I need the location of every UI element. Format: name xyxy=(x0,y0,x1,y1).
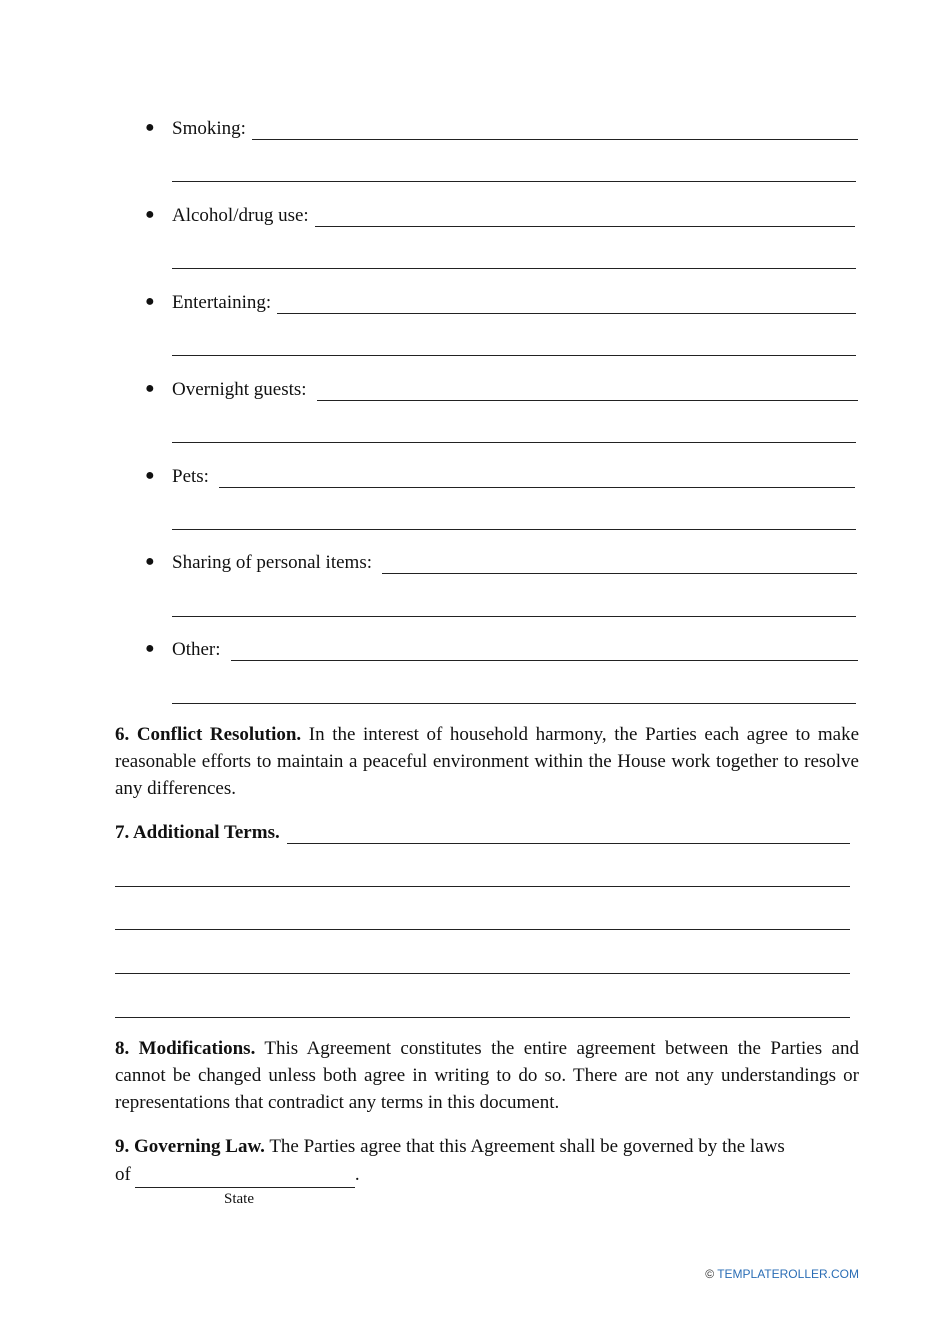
bullet-label: Entertaining: xyxy=(172,292,272,313)
alcohol-continuation-line[interactable] xyxy=(172,268,856,269)
section-heading: 9. Governing Law. xyxy=(115,1136,265,1157)
section-heading: 7. Additional Terms. xyxy=(115,822,280,843)
bullet-label: Pets: xyxy=(172,466,209,487)
overnight-guests-fill-line[interactable] xyxy=(317,380,858,401)
other-continuation-line[interactable] xyxy=(172,703,856,704)
additional-terms-line-2[interactable] xyxy=(115,886,850,887)
pets-fill-line[interactable] xyxy=(219,467,855,488)
other-fill-line[interactable] xyxy=(231,640,858,661)
bullet-row-smoking xyxy=(145,116,858,140)
additional-terms-fill-line[interactable] xyxy=(287,823,850,844)
bullet-icon: ● xyxy=(145,380,155,397)
bullet-label: Alcohol/drug use: xyxy=(172,205,309,226)
section-body: This Agreement constitutes the entire agreement between the Parties and cannot be changed unless both agree in writing to do so. There are not any understandings or representations that contradict any terms in this document. xyxy=(115,1038,859,1113)
additional-terms-line-3[interactable] xyxy=(115,929,850,930)
sharing-fill-line[interactable] xyxy=(382,553,857,574)
footer-brand xyxy=(705,1267,859,1281)
smoking-continuation-line[interactable] xyxy=(172,181,856,182)
entertaining-fill-line[interactable] xyxy=(277,293,856,314)
state-fill-line[interactable] xyxy=(135,1167,355,1188)
bullet-icon: ● xyxy=(145,119,155,136)
section-conflict-resolution xyxy=(115,721,859,802)
bullet-label: Sharing of personal items: xyxy=(172,552,372,573)
sharing-continuation-line[interactable] xyxy=(172,616,856,617)
section-body: In the interest of household harmony, the Parties each agree to make reasonable efforts to maintain a peaceful environment within the House work together to resolve any differences. xyxy=(115,724,860,799)
section-governing-law xyxy=(115,1133,859,1160)
bullet-row-other xyxy=(145,637,858,661)
bullet-icon: ● xyxy=(145,467,155,484)
brand-link[interactable]: TEMPLATEROLLER.COM xyxy=(717,1267,859,1281)
of-word: of xyxy=(115,1164,131,1185)
period: . xyxy=(354,1164,360,1185)
additional-terms-line-5[interactable] xyxy=(115,1017,850,1018)
bullet-label: Smoking: xyxy=(172,118,246,139)
section-body: The Parties agree that this Agreement shall be governed by the laws xyxy=(269,1136,785,1157)
bullet-row-sharing-personal-items xyxy=(145,550,857,574)
section-heading: 8. Modifications. xyxy=(115,1038,256,1059)
copyright-icon: © xyxy=(705,1267,715,1281)
section-modifications xyxy=(115,1035,859,1116)
additional-terms-line-4[interactable] xyxy=(115,973,850,974)
bullet-icon: ● xyxy=(145,293,155,310)
overnight-guests-continuation-line[interactable] xyxy=(172,442,856,443)
bullet-row-overnight-guests xyxy=(145,377,858,401)
smoking-fill-line[interactable] xyxy=(252,119,858,140)
section-heading: 6. Conflict Resolution. xyxy=(115,724,302,745)
section-additional-terms xyxy=(115,820,850,844)
alcohol-fill-line[interactable] xyxy=(315,206,855,227)
bullet-icon: ● xyxy=(145,206,155,223)
bullet-icon: ● xyxy=(145,640,155,657)
bullet-icon: ● xyxy=(145,553,155,570)
bullet-label: Overnight guests: xyxy=(172,379,307,400)
governing-law-state-row xyxy=(115,1161,360,1188)
pets-continuation-line[interactable] xyxy=(172,529,856,530)
bullet-label: Other: xyxy=(172,639,221,660)
entertaining-continuation-line[interactable] xyxy=(172,355,856,356)
bullet-row-pets xyxy=(145,464,855,488)
bullet-row-entertaining xyxy=(145,290,856,314)
state-caption: State xyxy=(224,1191,254,1207)
bullet-row-alcohol xyxy=(145,203,855,227)
